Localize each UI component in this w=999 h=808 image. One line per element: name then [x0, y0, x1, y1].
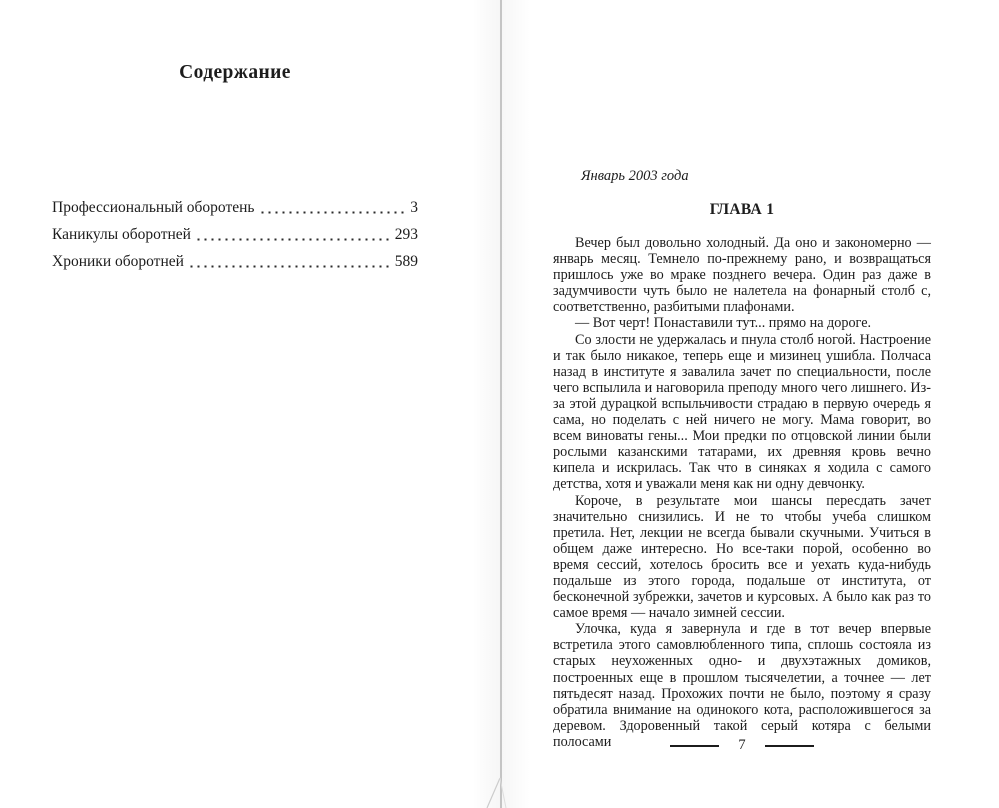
page-curl-mark: [478, 776, 522, 808]
page-footer: [553, 737, 931, 754]
body-paragraph: Улочка, куда я завернула и где в тот вечер впервые встретила этого самовлюбленного типа, сплошь состояла из старых неухоженных одно- и двухэтажных домиков, построенных еще в прошлом тысячелетии, а точнее — лет пятьдесят назад. Прохожих почти не было, поэтому я сразу обратила внимание на одинокого кота, расположившегося за деревом. Здоровенный такой серый котяра с белыми полосами: [553, 621, 931, 750]
book-spine-divider: [500, 0, 502, 808]
body-paragraph: — Вот черт! Понаставили тут... прямо на дороге.: [575, 315, 872, 332]
toc-entry-kanikuly-oborotnej[interactable]: [52, 221, 418, 248]
toc-entry-page-number: 3: [410, 199, 418, 216]
toc-entry-page-number: 589: [394, 253, 418, 270]
footer-rule-right: [765, 745, 814, 747]
spine-shadow-left: [472, 0, 500, 808]
body-paragraph: Со злости не удержалась и пнула столб ногой. Настроение и так было никакое, теперь еще и мизинец ушибла. Полчаса назад в институте я завалила зачет по специальности, после чего вспылила и наговорила преподу много чего лишнего. Из-за этой дурацкой вспыльчивости страдаю в первую очередь я сама, но поделать с ней ничего не могу. Мама говорит, во всем виноваты гены... Мои предки по отцовской линии были рослыми казанскими татарами, их древняя кровь вечно кипела и искрилась. Так что в синяках я ходила с самого детства, хотя и уважали меня как ни одну девчонку.: [553, 331, 931, 493]
body-paragraph: Короче, в результате мои шансы пересдать зачет значительно снизились. И не то чтобы учеба слишком претила. Нет, лекции не всегда бывали скучными. Учиться в общем даже интересно. Но все-таки порой, особенно во время сессий, хотелось бросить все и уехать куда-нибудь подальше из этого города, подальше от института, от бесконечной зубрежки, зачетов и курсовых. А было как раз то самое время — начало зимней сессии.: [553, 492, 931, 622]
toc-entry-page-number: 293: [394, 226, 418, 243]
toc-entry-hroniki-oborotnej[interactable]: [52, 248, 418, 275]
page-number: 7: [738, 737, 746, 753]
dot-leader: [188, 248, 391, 275]
date-line: Январь 2003 года: [581, 168, 689, 184]
dot-leader: [195, 221, 391, 248]
chapter-text-block: [553, 168, 931, 750]
toc-list: [52, 194, 418, 275]
chapter-title: ГЛАВА 1: [709, 201, 775, 218]
toc-title: Содержание: [179, 62, 291, 83]
toc-entry-label: Профессиональный оборотень: [52, 199, 255, 216]
toc-entry-label: Хроники оборотней: [52, 253, 184, 270]
spine-shadow-right: [502, 0, 530, 808]
body-paragraph: Вечер был довольно холодный. Да оно и закономерно — январь месяц. Темнело по-прежнему рано, и возвращаться пришлось уже во мраке позднего вечера. Один раз даже в задумчивости чуть было не налетела на фонарный столб с, соответственно, разбитыми плафонами.: [553, 235, 931, 316]
dot-leader: [259, 194, 407, 221]
toc-entry-label: Каникулы оборотней: [52, 226, 191, 243]
toc-entry-professionalny-oboroten[interactable]: [52, 194, 418, 221]
footer-rule-left: [670, 745, 719, 747]
